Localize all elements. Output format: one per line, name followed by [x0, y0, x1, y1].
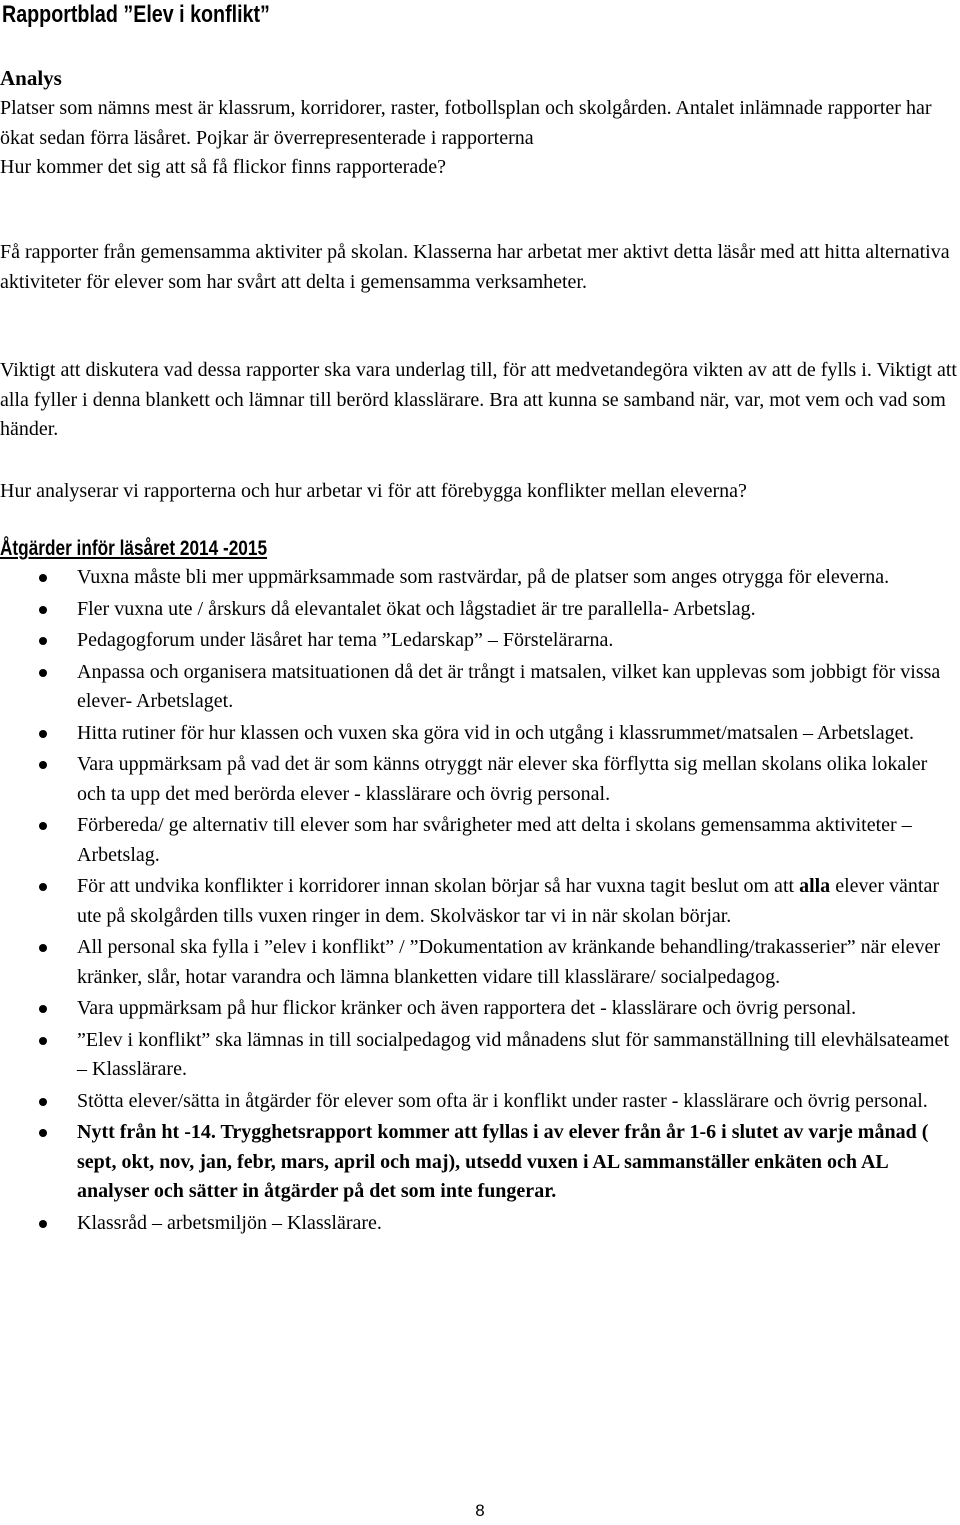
- list-item-text: Pedagogforum under läsåret har tema ”Ledarskap” – Förstelärarna.: [77, 629, 614, 651]
- list-item: [0, 872, 958, 931]
- list-item-text: Vara uppmärksam på vad det är som känns otryggt när elever ska förflytta sig mellan skolans olika lokaler och ta upp det med berörda elever - klasslärare och övrig personal.: [77, 753, 928, 805]
- list-item: [0, 626, 958, 656]
- bullet-icon: [39, 669, 47, 677]
- atgarder-list: [0, 563, 958, 1240]
- list-item: [0, 1026, 958, 1085]
- list-item: [0, 719, 958, 749]
- list-item-text: Stötta elever/sätta in åtgärder för elever som ofta är i konflikt under raster - klasslärare och övrig personal.: [77, 1089, 928, 1112]
- list-item-text: All personal ska fylla i ”elev i konflikt” / ”Dokumentation av kränkande behandling/trakasserier” när elever kränker, slår, hotar varandra och lämna blanketten vidare till klasslärare/ socialpedagog.: [77, 936, 941, 988]
- list-item: [0, 563, 958, 593]
- list-item-text: ”Elev i konflikt” ska lämnas in till socialpedagog vid månadens slut för sammanställning till elevhälsateamet – Klasslärare.: [77, 1028, 950, 1080]
- list-item-text: För att undvika konflikter i korridorer innan skolan börjar så har vuxna tagit beslut om att: [77, 875, 800, 897]
- list-item-text: Hitta rutiner för hur klassen och vuxen ska göra vid in och utgång i klassrummet/matsalen – Arbetslaget.: [77, 721, 915, 744]
- list-item: [0, 811, 958, 870]
- analys-question: Hur analyserar vi rapporterna och hur arbetar vi för att förebygga konflikter mellan eleverna?: [0, 480, 747, 502]
- bullet-icon: [39, 637, 47, 645]
- bullet-icon: [39, 1129, 47, 1137]
- bullet-icon: [39, 761, 47, 769]
- page-title: Rapportblad ”Elev i konflikt”: [2, 1, 270, 28]
- list-item-text: Nytt från ht -14. Trygghetsrapport kommer att fyllas i av elever från år 1-6 i slutet av varje månad ( sept, okt, nov, jan, febr, mars, april och maj), utsedd vuxen i AL sammanställer enkäten och AL analyser och sätter in åtgärder på det som inte fungerar.: [77, 1121, 929, 1202]
- atgarder-heading: Åtgärder inför läsåret 2014 -2015: [0, 537, 268, 560]
- analys-paragraph-1: Platser som nämns mest är klassrum, korridorer, raster, fotbollsplan och skolgården. Antalet inlämnade rapporter har ökat sedan förra läsåret. Pojkar är överrepresenterade i rapporterna Hur kommer det sig att så få flickor finns rapporterade?: [0, 97, 932, 178]
- list-item-text: elever väntar ute på skolgården tills vuxen ringer in dem. Skolväskor tar vi in när skolan börjar.: [77, 875, 940, 927]
- list-item: [0, 1087, 958, 1117]
- bullet-icon: [39, 1220, 47, 1228]
- list-item: [0, 595, 958, 625]
- bullet-icon: [39, 1037, 47, 1045]
- list-item: [0, 1118, 958, 1207]
- list-item: [0, 933, 958, 992]
- bullet-icon: [39, 883, 47, 891]
- list-item-text: Förbereda/ ge alternativ till elever som har svårigheter med att delta i skolans gemensamma aktiviteter – Arbetslag.: [77, 814, 912, 866]
- analys-heading: Analys: [0, 66, 62, 90]
- bullet-icon: [39, 1098, 47, 1106]
- list-item-text: Vara uppmärksam på hur flickor kränker och även rapportera det - klasslärare och övrig personal.: [77, 997, 857, 1019]
- list-item: [0, 994, 958, 1024]
- list-item-text: Fler vuxna ute / årskurs då elevantalet ökat och lågstadiet är tre parallella- Arbetslag.: [77, 597, 756, 620]
- list-item-text: Anpassa och organisera matsituationen då det är trångt i matsalen, vilket kan upplevas som jobbigt för vissa elever- Arbetslaget.: [77, 660, 941, 712]
- list-item: [0, 750, 958, 809]
- bullet-icon: [39, 1005, 47, 1013]
- bullet-icon: [39, 944, 47, 952]
- list-item-text: Klassråd – arbetsmiljön – Klasslärare.: [77, 1211, 382, 1234]
- page-number: 8: [475, 1501, 485, 1520]
- bullet-icon: [39, 730, 47, 738]
- analys-paragraph-3: Viktigt att diskutera vad dessa rapporter ska vara underlag till, för att medvetandegöra vikten av att de fylls i. Viktigt att alla fyller i denna blankett och lämnar till berörd klasslärare. Bra att kunna se samband när, var, mot vem och vad som händer.: [0, 359, 957, 440]
- bullet-icon: [39, 822, 47, 830]
- bullet-icon: [39, 574, 47, 582]
- list-item: [0, 658, 958, 717]
- list-item-text: Vuxna måste bli mer uppmärksammade som rastvärdar, på de platser som anges otrygga för eleverna.: [77, 566, 890, 588]
- list-item: [0, 1209, 958, 1239]
- analys-paragraph-2: Få rapporter från gemensamma aktiviter på skolan. Klasserna har arbetat mer aktivt detta läsår med att hitta alternativa aktiviteter för elever som har svårt att delta i gemensamma verksamheter.: [0, 241, 950, 293]
- bullet-icon: [39, 606, 47, 614]
- list-item-emphasis: alla: [799, 875, 831, 897]
